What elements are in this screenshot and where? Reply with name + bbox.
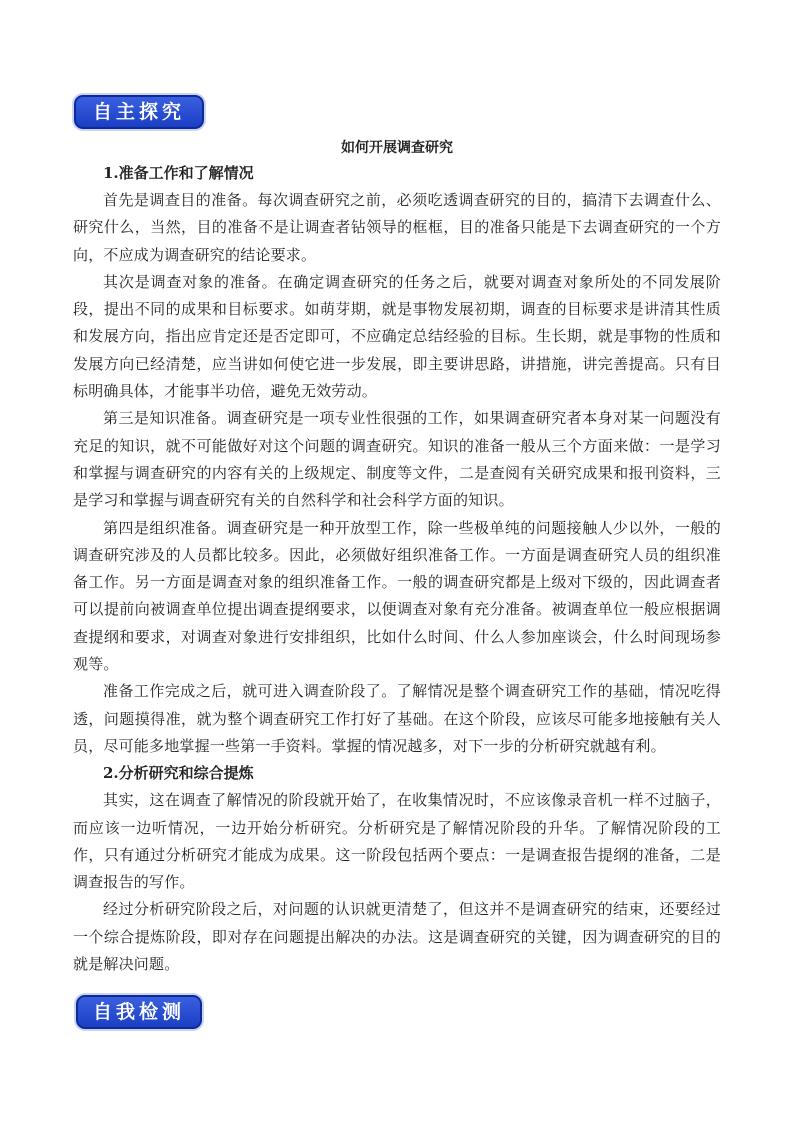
article <box>73 136 721 978</box>
section-heading: 1.准备工作和了解情况 <box>103 164 254 182</box>
section-badge-self-check: 自我检测 <box>76 995 202 1029</box>
paragraph: 其实，这在调查了解情况的阶段就开始了，在收集情况时，不应该像录音机一样不过脑子，而应该一边听情况，一边开始分析研究。分析研究是了解情况阶段的升华。了解情况阶段的工作，只有通过分析研究才能成为成果。这一阶段包括两个要点：一是调查报告提纲的准备，二是调查报告的写作。 <box>73 791 721 892</box>
paragraph: 首先是调查目的准备。每次调查研究之前，必须吃透调查研究的目的，搞清下去调查什么、研究什么，当然，目的准备不是让调查者钻领导的框框，目的准备只能是下去调查研究的一个方向，不应成为调查研究的结论要求。 <box>73 191 721 264</box>
paragraph: 经过分析研究阶段之后，对问题的认识就更清楚了，但这并不是调查研究的结束，还要经过一个综合提炼阶段，即对存在问题提出解决的办法。这是调查研究的关键，因为调查研究的目的就是解决问题。 <box>73 900 721 974</box>
paragraph: 其次是调查对象的准备。在确定调查研究的任务之后，就要对调查对象所处的不同发展阶段，提出不同的成果和目标要求。如萌芽期，就是事物发展初期，调查的目标要求是讲清其性质和发展方向，指出应肯定还是否定即可，不应确定总结经验的目标。生长期，就是事物的性质和发展方向已经清楚，应当讲如何使它进一步发展，即主要讲思路，讲措施，讲完善提高。只有目标明确具体，才能事半功倍，避免无效劳动。 <box>73 272 721 401</box>
section-badge-explore: 自主探究 <box>74 95 204 129</box>
paragraph: 准备工作完成之后，就可进入调查阶段了。了解情况是整个调查研究工作的基础，情况吃得透，问题摸得准，就为整个调查研究工作打好了基础。在这个阶段，应该尽可能多地接触有关人员，尽可能多地掌握一些第一手资料。掌握的情况越多，对下一步的分析研究就越有利。 <box>73 682 721 755</box>
section-heading: 2.分析研究和综合提炼 <box>103 764 254 783</box>
paragraph: 第三是知识准备。调查研究是一项专业性很强的工作，如果调查研究者本身对某一问题没有充足的知识，就不可能做好对这个问题的调查研究。知识的准备一般从三个方面来做：一是学习和掌握与调查研究的内容有关的上级规定、制度等文件，二是查阅有关研究成果和报刊资料，三是学习和掌握与调查研究有关的自然科学和社会科学方面的知识。 <box>73 409 721 510</box>
page-title: 如何开展调查研究 <box>341 140 453 156</box>
paragraph: 第四是组织准备。调查研究是一种开放型工作，除一些极单纯的问题接触人少以外，一般的调查研究涉及的人员都比较多。因此，必须做好组织准备工作。一方面是调查研究人员的组织准备工作。另一方面是调查对象的组织准备工作。一般的调查研究都是上级对下级的，因此调查者可以提前向被调查单位提出调查提纲要求，以便调查对象有充分准备。被调查单位一般应根据调查提纲和要求，对调查对象进行安排组织，比如什么时间、什么人参加座谈会，什么时间现场参观等。 <box>73 518 721 674</box>
